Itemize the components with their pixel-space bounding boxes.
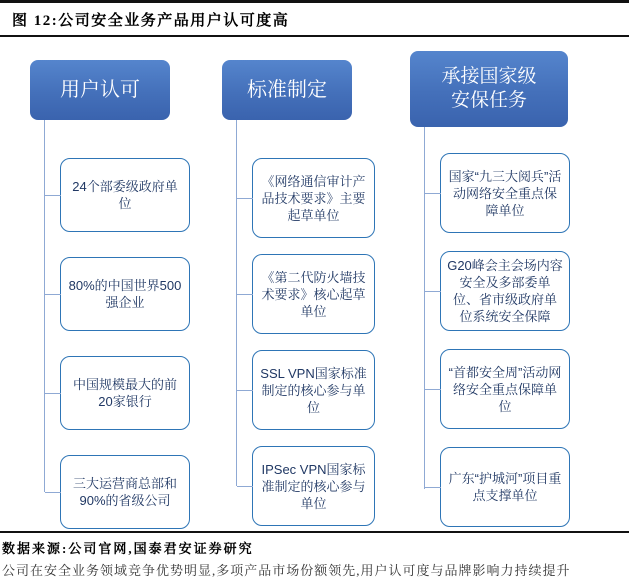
child-box: 广东“护城河”项目重点支撑单位 (440, 447, 570, 527)
hierarchy-diagram (0, 37, 629, 529)
column-header-national-security-tasks (410, 51, 568, 127)
figure-title: 图 12:公司安全业务产品用户认可度高 (12, 13, 290, 29)
column-header-label: 安保任务 (450, 90, 527, 111)
column-children (30, 158, 190, 529)
column-header-user-recognition (30, 60, 170, 120)
child-box: 80%的中国世界500强企业 (60, 257, 190, 331)
clipped-text-line: 公司在安全业务领域竞争优势明显,多项产品市场份额领先,用户认可度与品牌影响力持续提升 (2, 563, 571, 578)
column-children (222, 158, 375, 526)
child-box: 《第二代防火墙技术要求》核心起草单位 (252, 254, 375, 334)
child-box: SSL VPN国家标准制定的核心参与单位 (252, 350, 375, 430)
child-box: 《网络通信审计产品技术要求》主要起草单位 (252, 158, 375, 238)
child-box: “首都安全周”活动网络安全重点保障单位 (440, 349, 570, 429)
figure-title-bar (0, 0, 629, 37)
column-header-label: 承接国家级 (441, 66, 537, 88)
child-box: 中国规模最大的前20家银行 (60, 356, 190, 430)
column-user-recognition (30, 51, 190, 529)
column-standard-setting (222, 51, 375, 529)
column-national-security-tasks (410, 51, 570, 529)
column-header-label: 标准制定 (247, 78, 327, 101)
source-note-bar (0, 531, 629, 557)
child-box: 24个部委级政府单位 (60, 158, 190, 232)
column-children (410, 153, 570, 527)
data-source-note: 数据来源:公司官网,国泰君安证券研究 (2, 541, 254, 556)
child-box: IPSec VPN国家标准制定的核心参与单位 (252, 446, 375, 526)
child-box: 三大运营商总部和90%的省级公司 (60, 455, 190, 529)
column-header-label: 用户认可 (60, 78, 140, 101)
column-header-standard-setting (222, 60, 352, 120)
child-box: 国家“九三大阅兵”活动网络安全重点保障单位 (440, 153, 570, 233)
child-box: G20峰会主会场内容安全及多部委单位、省市级政府单位系统安全保障 (440, 251, 570, 331)
